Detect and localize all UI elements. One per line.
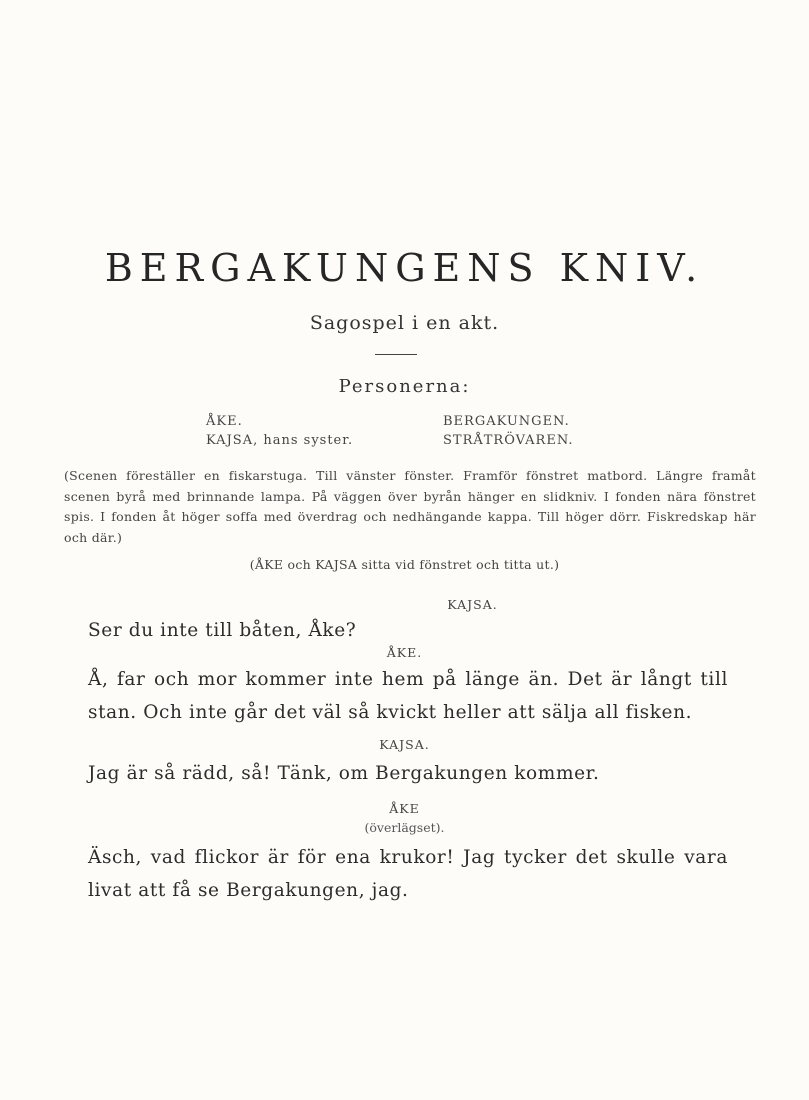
- speech-line: Å, far och mor kommer inte hem på länge än. Det är långt till stan. Och inte går det väl så kvickt heller att sälja all fisken.: [88, 669, 728, 723]
- cast-member: BERGAKUNGEN.: [443, 414, 570, 429]
- speaker-name: ÅKE: [389, 801, 420, 816]
- play-subtitle: Sagospel i en akt.: [309, 312, 500, 334]
- speaker-name: ÅKE.: [386, 645, 423, 660]
- cast-member: ÅKE.: [206, 414, 243, 429]
- speaker-name: KAJSA.: [379, 737, 430, 752]
- divider-rule: [375, 354, 417, 355]
- play-title: BERGAKUNGENS KNIV.: [104, 246, 705, 290]
- speech-line: Äsch, vad flickor är för ena krukor! Jag tycker det skulle vara livat att få se Bergakungen, jag.: [88, 847, 728, 901]
- speech-line: Ser du inte till båten, Åke?: [88, 620, 357, 641]
- speaker-name: KAJSA.: [447, 597, 498, 612]
- cast-heading: Personerna:: [338, 376, 471, 397]
- cast-member: STRÅTRÖVAREN.: [443, 433, 574, 448]
- speaker-direction: (överlägset).: [364, 820, 445, 835]
- stage-direction-centered: (ÅKE och KAJSA sitta vid fönstret och titta ut.): [249, 557, 560, 572]
- speech-line: Jag är så rädd, så! Tänk, om Bergakungen kommer.: [88, 763, 600, 784]
- stage-direction: (Scenen föreställer en fiskarstuga. Till vänster fönster. Framför fönstret matbord. Längre framåt scenen byrå med brinnande lampa. På väggen över byrån hänger en slidkniv. I fonden nära fönstret spis. I fonden åt höger soffa med överdrag och nedhängande kappa. Till höger dörr. Fiskredskap här och där.): [64, 468, 756, 545]
- cast-member: KAJSA, hans syster.: [206, 433, 354, 448]
